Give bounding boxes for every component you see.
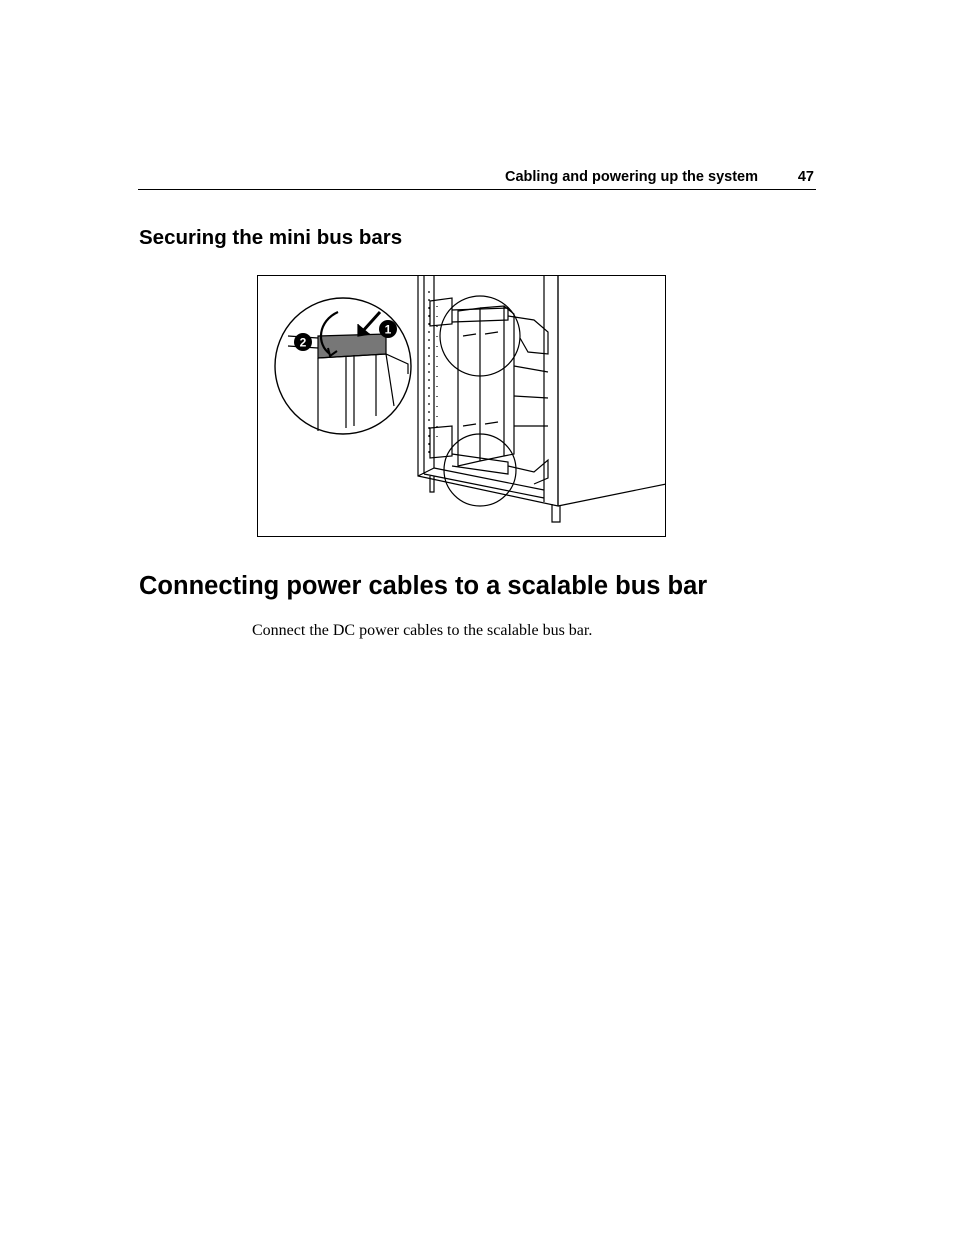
callout-1: [379, 320, 397, 338]
running-header: [138, 168, 816, 190]
svg-text:1: 1: [384, 322, 392, 337]
header-section-title: Cabling and powering up the system: [505, 169, 758, 185]
main-heading: Connecting power cables to a scalable bus bar: [139, 572, 708, 600]
section-heading: Securing the mini bus bars: [139, 226, 403, 249]
body-paragraph: Connect the DC power cables to the scalable bus bar.: [252, 622, 593, 639]
callout-2: [294, 333, 312, 351]
page-number: 47: [797, 169, 814, 185]
rack-drawing: [258, 276, 666, 537]
bus-bar-illustration: [257, 275, 666, 537]
svg-text:2: 2: [299, 335, 307, 350]
